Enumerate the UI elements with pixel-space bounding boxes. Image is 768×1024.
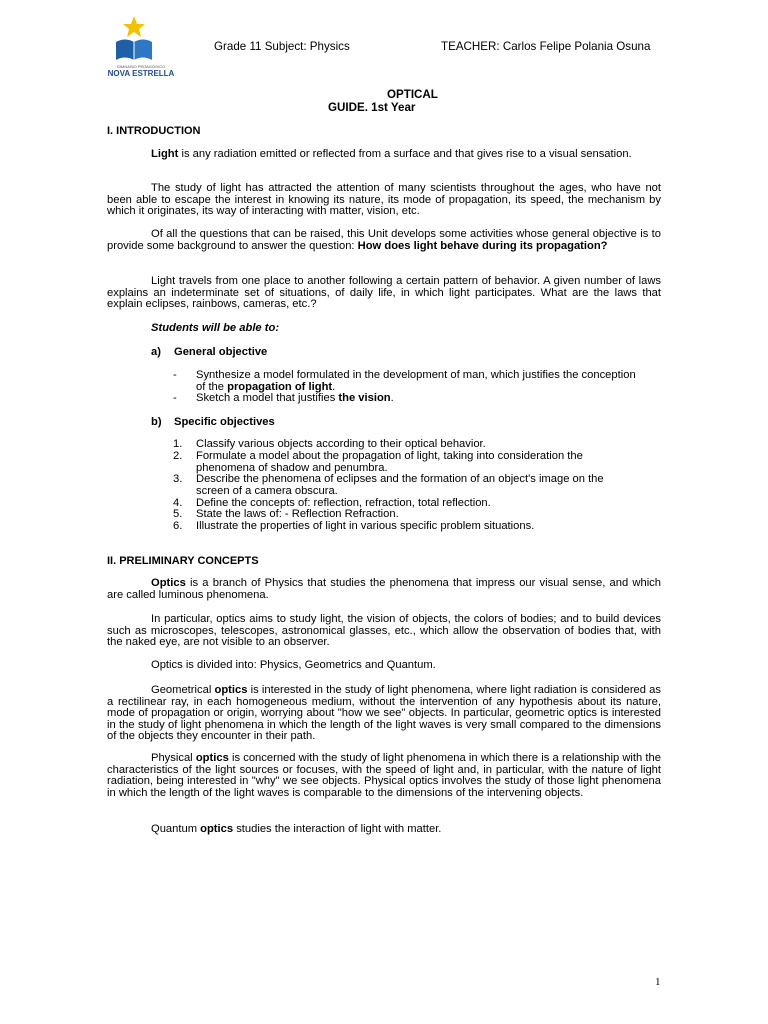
paragraph-light-travels: Light travels from one place to another following a certain pattern of behavior. A given number of laws explains an indeterminate set of situations, of daily life, in which light participates. What are the laws that explain eclipses, rainbows, cameras, etc.? xyxy=(107,275,661,311)
page-number: 1 xyxy=(655,976,661,988)
text: Sketch a model that justifies xyxy=(196,392,339,404)
heading-text: General objective xyxy=(174,346,268,358)
list-marker: 2. xyxy=(173,450,183,462)
term-optics: optics xyxy=(200,823,234,835)
title-line-2: GUIDE. 1st Year xyxy=(328,101,416,114)
text: Physical xyxy=(151,752,196,764)
term-light: Light xyxy=(151,148,179,160)
logo-subtitle: GIMNASIO PEDAGÓGICO xyxy=(116,64,166,69)
term-optics: optics xyxy=(195,752,229,764)
list-marker: - xyxy=(173,392,177,404)
list-marker: 6. xyxy=(173,520,183,532)
paragraph-geometrical-optics xyxy=(107,685,661,743)
paragraph-optics-definition xyxy=(107,578,661,601)
paragraph-quantum-optics xyxy=(107,824,661,836)
list-item-text: Formulate a model about the propagation of light, taking into consideration the phenomena of shadow and penumbra. xyxy=(196,450,583,474)
text: studies the interaction of light with matter. xyxy=(233,823,442,835)
list-marker: b) xyxy=(151,416,162,428)
text: is any radiation emitted or reflected from a surface and that gives rise to a visual sensation. xyxy=(178,148,632,160)
list-item-text: Describe the phenomena of eclipses and the formation of an object's image on the screen of a camera obscura. xyxy=(196,473,604,497)
text: is a branch of Physics that studies the phenomena that impress our visual sense, and which are called luminous phenomena. xyxy=(107,577,661,601)
text: is concerned with the study of light phenomena in which there is a relationship with the characteristics of the light sources or focuses, with the speed of light and, in particular, with the nature of light radiation, being interested in "why" we see objects. Physical optics involves the study of those light phenomena in which the length of the light waves is comparable to the dimensions of the intervening objects. xyxy=(107,752,661,799)
paragraph-study-of-light: The study of light has attracted the attention of many scientists throughout the ages, who have not been able to escape the interest in knowing its nature, its mode of propagation, its speed, the mechanism by which it originates, its way of interacting with matter, vision, etc. xyxy=(107,182,661,218)
paragraph-physical-optics xyxy=(107,753,661,799)
title-line-1: OPTICAL xyxy=(387,88,438,101)
section-heading-preliminary: II. PRELIMINARY CONCEPTS xyxy=(107,555,259,567)
list-marker: 1. xyxy=(173,438,183,450)
bold-term: propagation of light xyxy=(227,380,333,393)
text: . xyxy=(332,380,336,393)
text: Of all the questions that can be raised, this Unit develops some activities whose general objective is to provide some background to answer the question: xyxy=(107,228,661,252)
term-optics: Optics xyxy=(151,577,186,589)
list-item-text: Define the concepts of: reflection, refraction, total reflection. xyxy=(196,497,491,509)
specific-objectives-heading xyxy=(151,416,275,429)
list-marker: 4. xyxy=(173,497,183,509)
text: Quantum xyxy=(151,823,201,835)
text: is interested in the study of light phenomena, where light radiation is considered as a rectilinear ray, in each homogeneous medium, without the intervention of any hypothesis about its nature, mode of propagation or origin, worrying about "how we see" objects. In particular, geometric optics is interested in the study of light phenomena in which the length of the light waves is very small compared to the dimensions of the objects they encounter in their path. xyxy=(107,684,661,743)
list-item-text xyxy=(196,370,636,393)
section-heading-introduction: I. INTRODUCTION xyxy=(107,125,201,137)
list-marker: 5. xyxy=(173,508,183,520)
book-star-icon xyxy=(114,14,154,62)
school-logo xyxy=(108,14,174,76)
list-item-text: Illustrate the properties of light in various specific problem situations. xyxy=(196,520,535,532)
list-marker: - xyxy=(173,369,177,381)
paragraph-optics-aims: In particular, optics aims to study light, the vision of objects, the colors of bodies; and to build devices such as microscopes, telescopes, astronomical glasses, etc., which allow the observation of bodies that, with the naked eye, are not visible to an observer. xyxy=(107,613,661,649)
paragraph-optics-divided: Optics is divided into: Physics, Geometrics and Quantum. xyxy=(151,659,436,671)
paragraph-general-question xyxy=(107,229,661,252)
list-item-text xyxy=(196,393,636,405)
general-objective-heading xyxy=(151,346,268,359)
bold-term: the vision xyxy=(338,392,391,404)
teacher-name: TEACHER: Carlos Felipe Polania Osuna xyxy=(441,40,651,53)
text: Synthesize a model formulated in the development of man, which justifies the conception of the xyxy=(196,369,636,393)
text: . xyxy=(390,392,394,404)
heading-text: Specific objectives xyxy=(174,416,275,428)
list-marker: 3. xyxy=(173,473,183,485)
list-item-text: State the laws of: - Reflection Refraction. xyxy=(196,508,399,520)
term-optics: optics xyxy=(214,684,248,696)
logo-title: NOVA ESTRELLA xyxy=(107,69,175,78)
list-marker: a) xyxy=(151,346,161,358)
list-item-text: Classify various objects according to their optical behavior. xyxy=(196,438,486,450)
text: Geometrical xyxy=(151,684,215,696)
paragraph-light-definition xyxy=(107,149,661,161)
key-question: How does light behave during its propagation? xyxy=(357,239,608,252)
grade-subject: Grade 11 Subject: Physics xyxy=(214,40,350,53)
students-heading: Students will be able to: xyxy=(151,322,280,334)
